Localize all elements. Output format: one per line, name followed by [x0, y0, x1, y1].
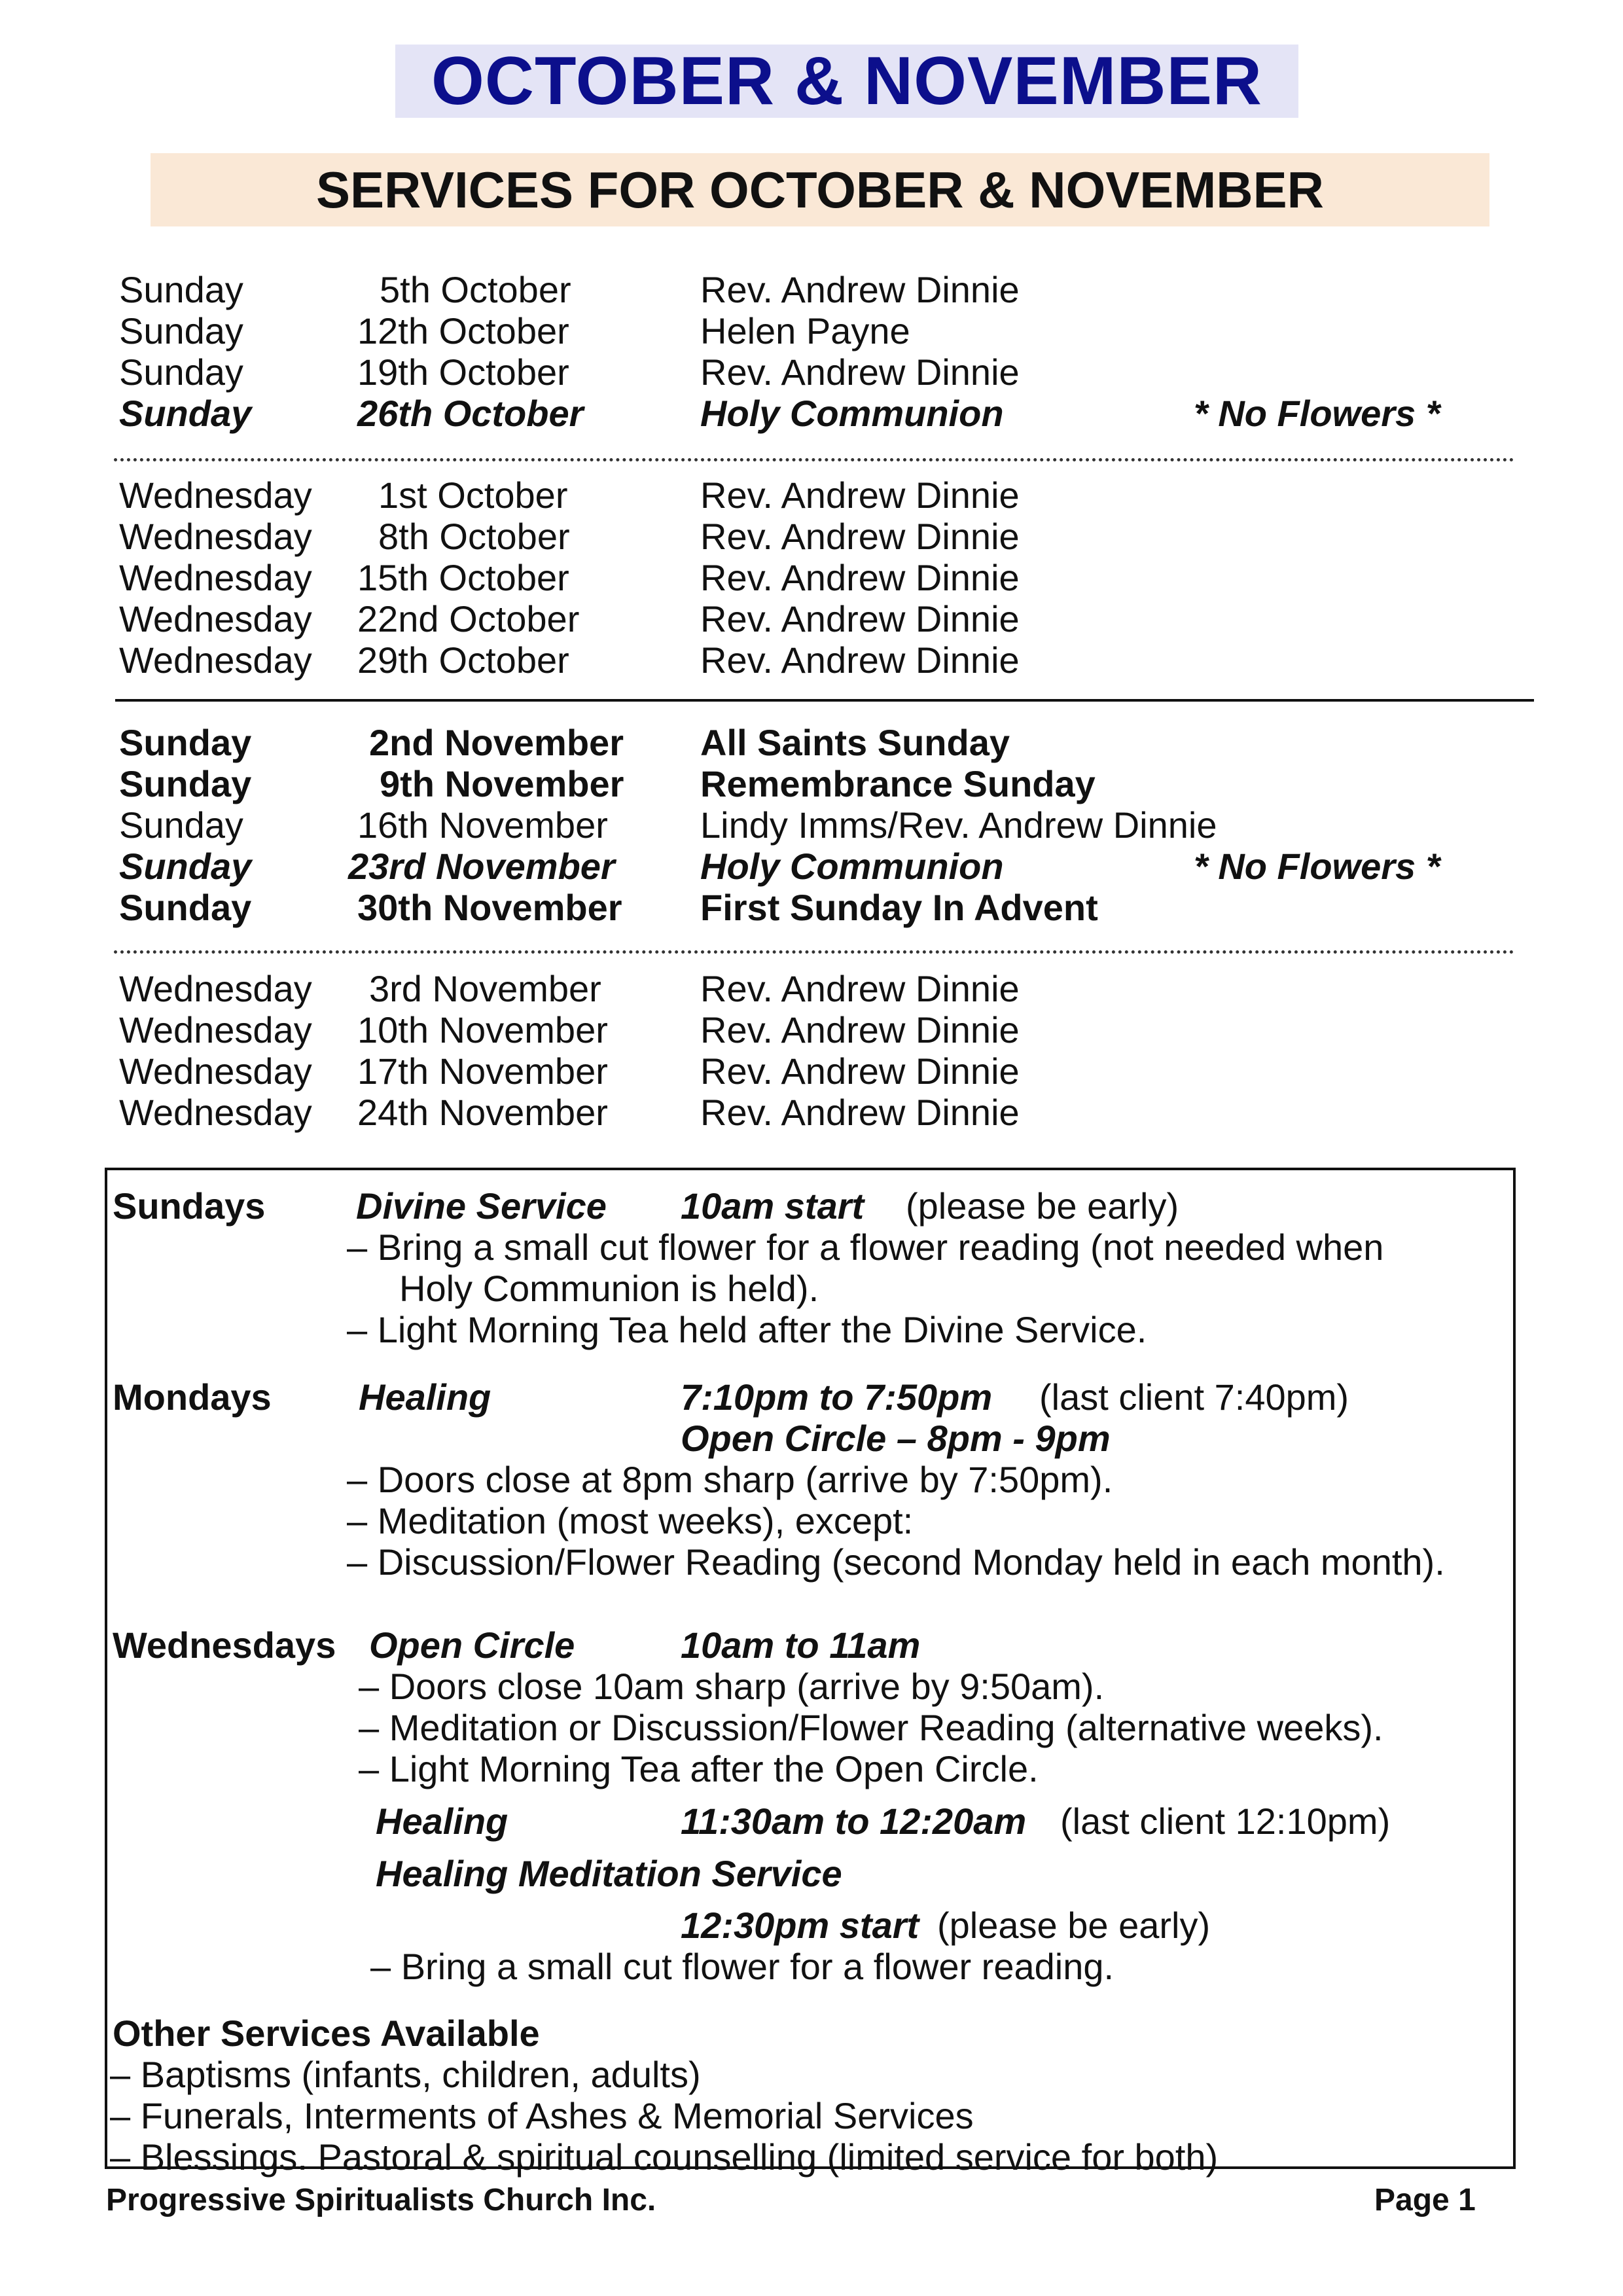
row-day: Sunday	[119, 351, 243, 393]
mondays-service: Healing	[359, 1376, 491, 1418]
row-date: 19th October	[357, 351, 569, 393]
row-minister: Rev. Andrew Dinnie	[700, 1009, 1020, 1050]
row-date: 26th October	[357, 393, 584, 434]
row-day: Wednesday	[119, 598, 312, 639]
row-day: Sunday	[119, 846, 252, 887]
page-number: Page 1	[1374, 2183, 1476, 2217]
wednesdays-service: Open Circle	[369, 1624, 575, 1666]
row-minister: Rev. Andrew Dinnie	[700, 516, 1020, 557]
row-day: Wednesday	[119, 475, 312, 516]
row-minister: Rev. Andrew Dinnie	[700, 557, 1020, 598]
row-day: Wednesday	[119, 1092, 312, 1133]
row-service: Holy Communion	[700, 393, 1004, 434]
schedule-row	[0, 599, 1623, 639]
wednesdays-label: Wednesdays	[113, 1624, 336, 1666]
row-date: 16th November	[357, 804, 608, 846]
row-day: Wednesday	[119, 968, 312, 1009]
mondays-open-circle: Open Circle – 8pm - 9pm	[681, 1418, 1111, 1459]
info-line: – Light Morning Tea after the Open Circle.	[359, 1748, 1039, 1789]
info-line: – Doors close 10am sharp (arrive by 9:50am).	[359, 1666, 1105, 1707]
schedule-row-holy-communion	[0, 393, 1623, 434]
row-date: 22nd October	[357, 598, 580, 639]
other-services-title: Other Services Available	[113, 2013, 540, 2054]
wednesdays-meditation-note: (please be early)	[937, 1905, 1211, 1946]
row-minister: Lindy Imms/Rev. Andrew Dinnie	[700, 804, 1217, 846]
schedule-row	[0, 640, 1623, 681]
row-minister: Rev. Andrew Dinnie	[700, 598, 1020, 639]
row-date: 10th November	[357, 1009, 608, 1050]
schedule-row	[0, 311, 1623, 351]
info-line: – Blessings. Pastoral & spiritual counselling (limited service for both)	[110, 2136, 1219, 2178]
schedule-row	[0, 516, 1623, 557]
row-date: 24th November	[357, 1092, 608, 1133]
schedule-row	[0, 558, 1623, 598]
row-day: Wednesday	[119, 1009, 312, 1050]
row-minister: Rev. Andrew Dinnie	[700, 968, 1020, 1009]
row-day: Wednesday	[119, 516, 312, 557]
info-line: Holy Communion is held).	[399, 1268, 819, 1309]
wednesdays-healing-time: 11:30am to 12:20am	[681, 1801, 1027, 1842]
row-date: 29th October	[357, 639, 569, 681]
mondays-label: Mondays	[113, 1376, 272, 1418]
info-line: – Light Morning Tea held after the Divine Service.	[347, 1309, 1147, 1350]
row-date: 5th October	[380, 269, 571, 310]
schedule-row-holy-communion	[0, 846, 1623, 887]
row-date: 2nd November	[369, 722, 624, 763]
row-date: 1st October	[378, 475, 568, 516]
row-service: First Sunday In Advent	[700, 887, 1098, 928]
sundays-label: Sundays	[113, 1185, 266, 1227]
wednesdays-time: 10am to 11am	[681, 1624, 921, 1666]
info-line: – Meditation (most weeks), except:	[347, 1500, 914, 1541]
row-day: Sunday	[119, 269, 243, 310]
row-day: Wednesday	[119, 1050, 312, 1092]
row-minister: Rev. Andrew Dinnie	[700, 351, 1020, 393]
mondays-time: 7:10pm to 7:50pm	[681, 1376, 993, 1418]
schedule-row	[0, 723, 1623, 763]
sundays-time: 10am start	[681, 1185, 865, 1227]
schedule-row	[0, 1092, 1623, 1133]
dotted-divider	[114, 950, 1514, 954]
row-minister: Rev. Andrew Dinnie	[700, 1092, 1020, 1133]
wednesdays-meditation-time: 12:30pm start	[681, 1905, 919, 1946]
row-minister: Rev. Andrew Dinnie	[700, 1050, 1020, 1092]
row-date: 30th November	[357, 887, 622, 928]
month-divider	[115, 699, 1534, 702]
schedule-row	[0, 805, 1623, 846]
no-flowers-note: * No Flowers *	[1194, 846, 1440, 887]
wednesdays-healing-note: (last client 12:10pm)	[1060, 1801, 1391, 1842]
info-line: – Bring a small cut flower for a flower reading (not needed when	[347, 1227, 1384, 1268]
mondays-time-note: (last client 7:40pm)	[1039, 1376, 1349, 1418]
info-line: – Baptisms (infants, children, adults)	[110, 2054, 701, 2095]
schedule-row	[0, 888, 1623, 928]
footer-organisation: Progressive Spiritualists Church Inc.	[106, 2183, 656, 2217]
schedule-row	[0, 475, 1623, 516]
row-date: 15th October	[357, 557, 569, 598]
row-date: 23rd November	[348, 846, 615, 887]
row-day: Sunday	[119, 393, 252, 434]
row-date: 3rd November	[369, 968, 601, 1009]
wednesdays-healing: Healing	[376, 1801, 508, 1842]
row-day: Sunday	[119, 722, 252, 763]
service-info-box	[105, 1168, 1516, 2178]
row-day: Sunday	[119, 887, 252, 928]
schedule-row	[0, 1051, 1623, 1092]
schedule-row	[0, 352, 1623, 393]
schedule-row	[0, 270, 1623, 310]
schedule-row	[0, 969, 1623, 1009]
info-line: – Funerals, Interments of Ashes & Memorial Services	[110, 2095, 974, 2136]
no-flowers-note: * No Flowers *	[1194, 393, 1440, 434]
services-heading: SERVICES FOR OCTOBER & NOVEMBER	[151, 153, 1489, 226]
info-line: – Meditation or Discussion/Flower Reading (alternative weeks).	[359, 1707, 1383, 1748]
row-minister: Rev. Andrew Dinnie	[700, 475, 1020, 516]
row-service: Holy Communion	[700, 846, 1004, 887]
page-title: OCTOBER & NOVEMBER	[395, 45, 1298, 118]
info-line: – Bring a small cut flower for a flower reading.	[370, 1946, 1115, 1987]
info-line: – Discussion/Flower Reading (second Monday held in each month).	[347, 1541, 1445, 1583]
row-day: Wednesday	[119, 639, 312, 681]
row-date: 9th November	[380, 763, 624, 804]
row-service: Remembrance Sunday	[700, 763, 1096, 804]
row-minister: Rev. Andrew Dinnie	[700, 639, 1020, 681]
row-date: 12th October	[357, 310, 569, 351]
dotted-divider	[114, 458, 1514, 461]
schedule-row	[0, 764, 1623, 804]
row-date: 8th October	[378, 516, 570, 557]
row-day: Sunday	[119, 310, 243, 351]
schedule-row	[0, 1010, 1623, 1050]
row-minister: Rev. Andrew Dinnie	[700, 269, 1020, 310]
row-day: Sunday	[119, 804, 243, 846]
row-date: 17th November	[357, 1050, 608, 1092]
row-minister: Helen Payne	[700, 310, 910, 351]
row-day: Wednesday	[119, 557, 312, 598]
row-service: All Saints Sunday	[700, 722, 1010, 763]
sundays-time-note: (please be early)	[906, 1185, 1179, 1227]
row-day: Sunday	[119, 763, 252, 804]
wednesdays-meditation-service: Healing Meditation Service	[376, 1853, 842, 1894]
sundays-service: Divine Service	[356, 1185, 607, 1227]
info-line: – Doors close at 8pm sharp (arrive by 7:50pm).	[347, 1459, 1113, 1500]
